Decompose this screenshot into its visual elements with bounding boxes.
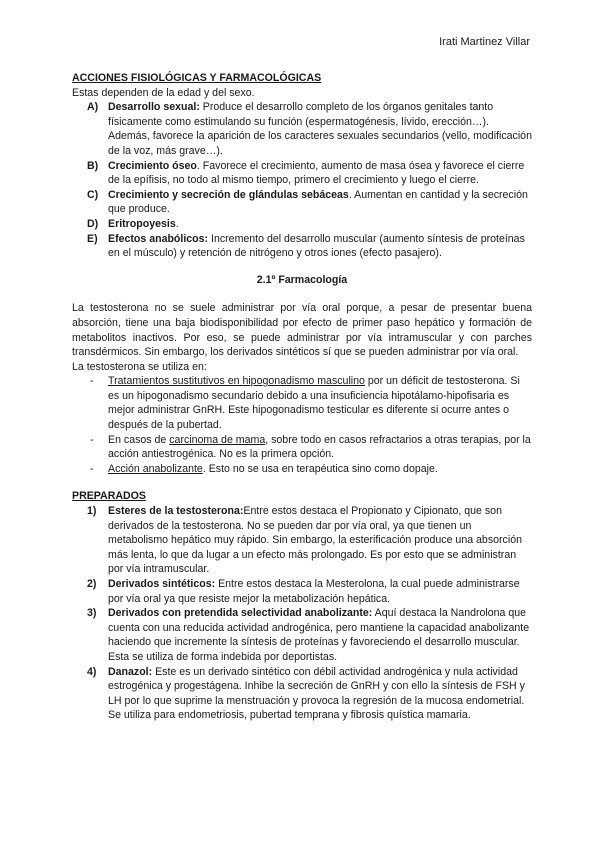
section-heading-preparados: PREPARADOS (72, 490, 146, 503)
list-marker: E) (87, 232, 98, 245)
item-text: por un déficit de testosterona. Si es un hipogonadismo secundario debido a una insuficiencia hipotálamo-hipofisaria es mejor administrar GnRH. Este hipogonadismo testicular es diferente si ocurre antes o después de la pubertad. (108, 375, 520, 432)
item-underlined: Acción anabolizante (108, 462, 203, 475)
list-item (72, 100, 532, 158)
list-marker: 1) (87, 505, 97, 518)
item-title: Derivados sintéticos: (108, 578, 216, 590)
item-title: Eritropoyesis (108, 217, 176, 230)
list-item (72, 577, 532, 606)
item-title: Danazol: (108, 665, 153, 678)
list-marker: 3) (87, 607, 97, 620)
list-item (72, 665, 532, 723)
list-marker: - (90, 375, 94, 388)
list-item (72, 232, 532, 261)
list-marker: - (90, 433, 94, 446)
document-body (72, 71, 532, 723)
item-text: , sobre todo en casos refractarios a otras terapias, por la acción antiestrogénica. No es la primera opción. (108, 433, 531, 461)
item-title: Desarrollo sexual: (108, 101, 200, 114)
item-underlined: carcinoma de mama (169, 433, 266, 446)
section-heading-acciones: ACCIONES FISIOLÓGICAS Y FARMACOLÓGICAS (72, 72, 322, 84)
list-marker: B) (87, 159, 99, 172)
list-item (72, 606, 532, 664)
list-marker: 4) (87, 665, 97, 678)
item-text: Produce el desarrollo completo de los órganos genitales tanto físicamente como estimulando su función (espermatogénesis, lívido, erección…). Además, favorece la aparición de los caracteres sexuales secundarios (vello, modificación de la voz, más grave…). (108, 101, 532, 157)
list-marker: A) (87, 101, 99, 114)
section-title-farmacologia: 2.1º Farmacología (256, 273, 348, 286)
farmacologia-paragraph: La testosterona no se suele administrar por vía oral porque, a pesar de presentar buena absorción, tiene una baja biodisponibilidad por efecto de primer paso hepático y formación de metabolitos inactivos. Por eso, se puede administrar por vía intramuscular y con parches transdérmicos. Sin embargo, los derivados sintéticos sí que se pueden administrar por vía oral. (72, 302, 532, 359)
item-title: Derivados con pretendida selectividad anabolizante: (108, 607, 373, 620)
list-marker: D) (87, 217, 99, 230)
list-item (72, 217, 532, 232)
item-title: Crecimiento y secreción de glándulas sebáceas (108, 188, 349, 201)
list-item (72, 188, 532, 217)
list-marker: C) (87, 188, 99, 201)
item-text: Entre estos destaca el Propionato y Cipionato, que son derivados de la testosterona. No se pueden dar por vía oral, ya que tienen un metabolismo hepático muy rápido. Sin embargo, la esterificación produce una absorción más lenta, lo que da lugar a un efecto más prolongado. Es por esto que se administran por vía intramuscular. (108, 505, 522, 576)
section-intro: Estas dependen de la edad y del sexo. (72, 86, 255, 99)
list-item (72, 433, 532, 462)
item-text: Aquí destaca la Nandrolona que cuenta con una reducida actividad androgénica, pero mantiene la capacidad anabolizante haciendo que incremente la síntesis de proteínas y favoreciendo el desarrollo muscular. Esta se utiliza de forma indebida por deportistas. (108, 607, 530, 663)
uses-intro: La testosterona se utiliza en: (72, 360, 207, 373)
item-title: Crecimiento óseo (108, 159, 197, 172)
preparados-list (72, 504, 532, 723)
item-text: Este es un derivado sintético con débil actividad androgénica y nula actividad estrogénica y progestágena. Inhibe la secreción de GnRH y con ello la síntesis de FSH y LH por lo que suprime la menstruación y provoca la regresión de la mucosa endometrial. (108, 665, 525, 707)
item-text: . Aumentan en cantidad y la secreción que produce. (108, 188, 528, 216)
item-text-before: En casos de (108, 433, 170, 446)
item-text: . (175, 217, 179, 230)
item-title: Esteres de la testosterona: (108, 505, 244, 518)
list-marker: - (90, 462, 94, 475)
item-text: . Favorece el crecimiento, aumento de masa ósea y favorece el cierre de la epífisis, no todo al mismo tiempo, primero el crecimiento y luego el cierre. (108, 159, 525, 187)
item-text: . Esto no se usa en terapéutica sino como dopaje. (202, 462, 438, 475)
list-item (72, 462, 532, 477)
list-item (72, 374, 532, 432)
item-extra-text: Se utiliza para endometriosis, pubertad temprana y fibrosis quística mamaria. (108, 709, 471, 722)
list-item (72, 504, 532, 577)
item-underlined: Tratamientos sustitutivos en hipogonadismo masculino (108, 375, 365, 388)
acciones-list (72, 100, 532, 261)
list-marker: 2) (87, 578, 97, 590)
uses-list (72, 374, 532, 476)
item-text: Entre estos destaca la Mesterolona, la cual puede administrarse por vía oral ya que resiste mejor la metabolización hepática. (108, 578, 520, 605)
list-item (72, 159, 532, 188)
author-name: Irati Martinez Villar (439, 36, 530, 48)
item-title: Efectos anabólicos: (108, 232, 209, 245)
item-text: Incremento del desarrollo muscular (aumento síntesis de proteínas en el músculo) y retención de nitrógeno y otros iones (efecto pasajero). (108, 232, 525, 260)
